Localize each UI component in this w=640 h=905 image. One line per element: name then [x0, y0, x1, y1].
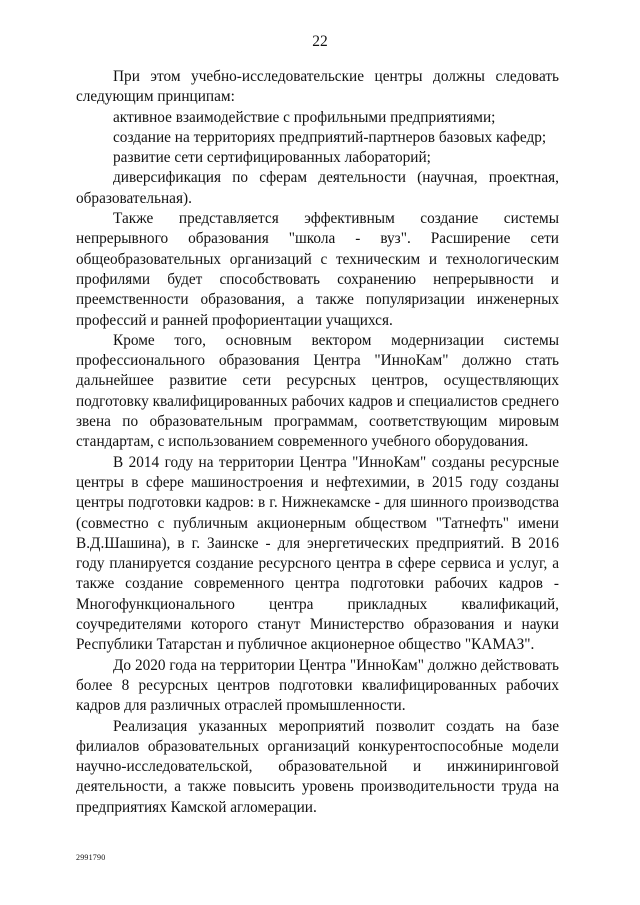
paragraph-resource-centers-2014: В 2014 году на территории Центра "ИнноКам" созданы ресурсные центры в сфере машиностроения и нефтехимии, в 2015 году созданы центры подготовки кадров: в г. Нижнекамске - для шинного производства (совместно с публичным акционерным обществом "Татнефть" имени В.Д.Шашина), в г. Заинске - для энергетических предприятий. В 2016 году планируется создание ресурсного центра в сфере сервиса и услуг, а также создание современного центра подготовки рабочих кадров - Многофункционального центра прикладных квалификаций, соучредителями которого станут Министерство образования и науки Республики Татарстан и публичное акционерное общество "КАМАЗ". — [76, 453, 559, 654]
document-body — [76, 67, 559, 818]
list-item-diversification: диверсификация по сферам деятельности (научная, проектная, образовательная). — [76, 169, 559, 207]
list-item-base-departments: создание на территориях предприятий-партнеров базовых кафедр; — [113, 128, 547, 146]
list-item-laboratories: развитие сети сертифицированных лабораторий; — [113, 149, 431, 167]
paragraph-continuous-education: Также представляется эффективным создание системы непрерывного образования "школа - вуз". Расширение сети общеобразовательных организаций с техническим и технологическим профилями будет способствовать сохранению непрерывности и преемственности образования, а также популяризации инженерных профессий и ранней профориентации учащихся. — [76, 210, 559, 329]
list-item-interaction: активное взаимодействие с профильными предприятиями; — [113, 108, 496, 126]
page-number: 22 — [312, 33, 328, 50]
paragraph-implementation: Реализация указанных мероприятий позволит создать на базе филиалов образовательных организаций конкурентоспособные модели научно-исследовательской, образовательной и инжиниринговой деятельности, а также повысить уровень производительности труда на предприятиях Камской агломерации. — [76, 717, 559, 816]
document-code: 2991790 — [76, 853, 106, 862]
paragraph-modernization: Кроме того, основным вектором модернизации системы профессионального образования Центра "ИнноКам" должно стать дальнейшее развитие сети ресурсных центров, осуществляющих подготовку квалифицированных рабочих кадров и специалистов среднего звена по образовательным программам, соответствующим мировым стандартам, с использованием современного учебного оборудования. — [76, 331, 559, 451]
paragraph-2020-goal: До 2020 года на территории Центра "ИнноКам" должно действовать более 8 ресурсных центров подготовки квалифицированных рабочих кадров для различных отраслей промышленности. — [76, 656, 559, 715]
paragraph-principles-intro: При этом учебно-исследовательские центры должны следовать следующим принципам: — [76, 68, 559, 106]
